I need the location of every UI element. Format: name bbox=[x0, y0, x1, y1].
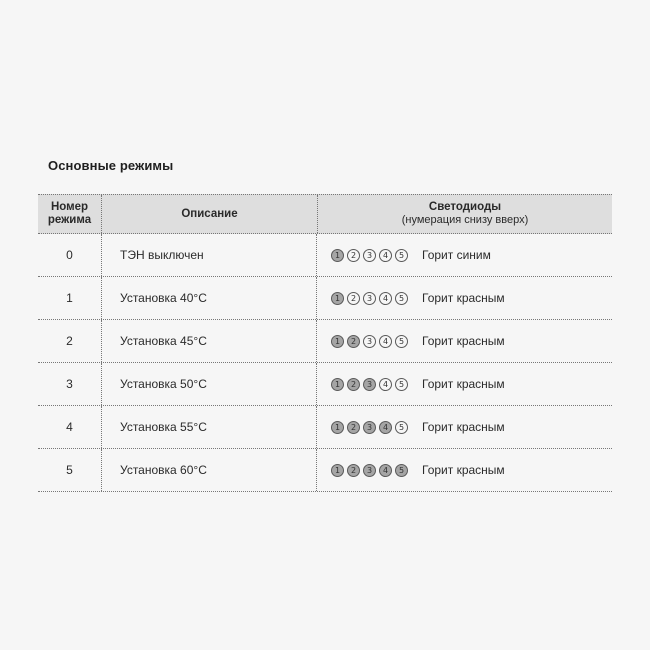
led-circle-icon: 2 bbox=[347, 421, 360, 434]
mode-number: 0 bbox=[66, 248, 73, 262]
led-circle-icon: 5 bbox=[395, 464, 408, 477]
led-circle-icon: 2 bbox=[347, 378, 360, 391]
table-header bbox=[38, 194, 612, 234]
mode-number: 4 bbox=[66, 420, 73, 434]
led-circle-icon: 1 bbox=[331, 464, 344, 477]
header-leds-line2: (нумерация снизу вверх) bbox=[401, 214, 529, 226]
led-indicator-group bbox=[331, 378, 408, 391]
table-body bbox=[38, 234, 612, 492]
led-circle-icon: 5 bbox=[395, 292, 408, 305]
led-circle-icon: 5 bbox=[395, 335, 408, 348]
mode-description: Установка 60°C bbox=[101, 449, 316, 491]
mode-number: 3 bbox=[66, 377, 73, 391]
mode-number: 5 bbox=[66, 463, 73, 477]
mode-description: Установка 40°C bbox=[101, 277, 316, 319]
led-cell bbox=[316, 363, 612, 405]
led-circle-icon: 5 bbox=[395, 249, 408, 262]
header-description: Описание bbox=[101, 195, 317, 233]
led-circle-icon: 3 bbox=[363, 292, 376, 305]
led-circle-icon: 4 bbox=[379, 292, 392, 305]
led-circle-icon: 1 bbox=[331, 292, 344, 305]
led-circle-icon: 1 bbox=[331, 378, 344, 391]
led-circle-icon: 3 bbox=[363, 421, 376, 434]
mode-description: Установка 45°C bbox=[101, 320, 316, 362]
mode-number: 1 bbox=[66, 291, 73, 305]
table-row bbox=[38, 277, 612, 320]
led-status-text: Горит красным bbox=[422, 463, 505, 477]
mode-description: ТЭН выключен bbox=[101, 234, 316, 276]
led-circle-icon: 4 bbox=[379, 249, 392, 262]
header-mode-line2: режима bbox=[47, 214, 92, 226]
led-circle-icon: 1 bbox=[331, 249, 344, 262]
led-circle-icon: 4 bbox=[379, 378, 392, 391]
led-circle-icon: 2 bbox=[347, 249, 360, 262]
led-indicator-group bbox=[331, 421, 408, 434]
header-leds bbox=[317, 195, 612, 233]
mode-description: Установка 50°C bbox=[101, 363, 316, 405]
mode-description: Установка 55°C bbox=[101, 406, 316, 448]
led-status-text: Горит красным bbox=[422, 334, 505, 348]
led-circle-icon: 4 bbox=[379, 464, 392, 477]
led-circle-icon: 2 bbox=[347, 464, 360, 477]
table-row bbox=[38, 320, 612, 363]
led-circle-icon: 3 bbox=[363, 249, 376, 262]
led-circle-icon: 5 bbox=[395, 421, 408, 434]
header-leds-line1: Светодиоды bbox=[428, 201, 502, 213]
header-mode-number bbox=[38, 195, 101, 233]
table-row bbox=[38, 406, 612, 449]
led-circle-icon: 3 bbox=[363, 464, 376, 477]
table-row bbox=[38, 234, 612, 277]
led-cell bbox=[316, 234, 612, 276]
modes-table bbox=[38, 194, 612, 492]
mode-number: 2 bbox=[66, 334, 73, 348]
table-row bbox=[38, 363, 612, 406]
led-circle-icon: 4 bbox=[379, 421, 392, 434]
led-circle-icon: 3 bbox=[363, 335, 376, 348]
section-title: Основные режимы bbox=[48, 158, 174, 173]
led-cell bbox=[316, 406, 612, 448]
led-cell bbox=[316, 320, 612, 362]
led-circle-icon: 3 bbox=[363, 378, 376, 391]
led-circle-icon: 1 bbox=[331, 421, 344, 434]
header-mode-line1: Номер bbox=[50, 201, 89, 213]
led-status-text: Горит красным bbox=[422, 420, 505, 434]
led-circle-icon: 5 bbox=[395, 378, 408, 391]
led-indicator-group bbox=[331, 292, 408, 305]
table-row bbox=[38, 449, 612, 492]
led-circle-icon: 2 bbox=[347, 292, 360, 305]
led-circle-icon: 1 bbox=[331, 335, 344, 348]
led-status-text: Горит красным bbox=[422, 377, 505, 391]
led-circle-icon: 2 bbox=[347, 335, 360, 348]
led-indicator-group bbox=[331, 335, 408, 348]
led-indicator-group bbox=[331, 249, 408, 262]
led-cell bbox=[316, 449, 612, 491]
led-status-text: Горит красным bbox=[422, 291, 505, 305]
led-cell bbox=[316, 277, 612, 319]
led-status-text: Горит синим bbox=[422, 248, 491, 262]
led-circle-icon: 4 bbox=[379, 335, 392, 348]
led-indicator-group bbox=[331, 464, 408, 477]
